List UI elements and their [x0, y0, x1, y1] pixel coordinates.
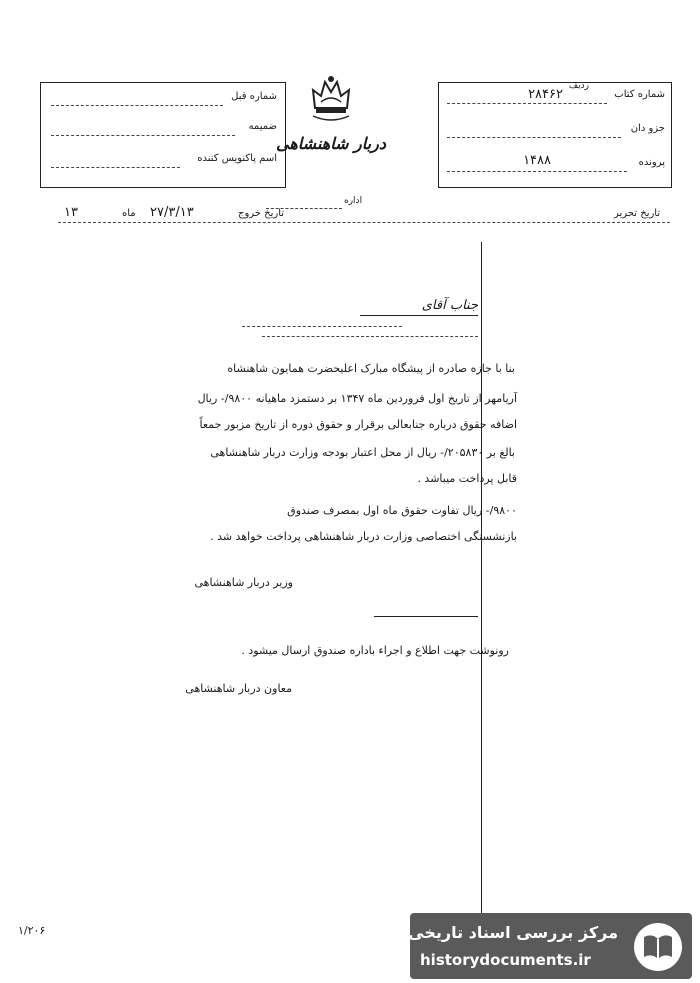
exit-date-label: تاریخ خروج: [238, 208, 285, 219]
body-line-2: آریامهر از تاریخ اول فروردین ماه ۱۳۴۷ بر دستمزد ماهیانه ۹۸۰۰/- ریال: [197, 392, 517, 405]
write-date-label: تاریخ تحریر: [614, 208, 661, 219]
margin-rule: [481, 242, 482, 930]
month-label: ماه: [122, 208, 136, 219]
minister-signature: وزیر دربار شاهنشاهی: [194, 576, 293, 589]
body-line-7: بازنشستگی اختصاصی وزارت دربار شاهنشاهی پرداخت خواهد شد .: [210, 530, 517, 543]
attachment-line: [51, 135, 235, 136]
crown-emblem-icon: [307, 72, 355, 124]
body-line-1: بنا با جازه صادره از پیشگاه مبارک اعلیحضرت همایون شاهنشاه: [227, 362, 515, 375]
deputy-signature: معاون دربار شاهنشاهی: [185, 682, 292, 695]
body-line-4: بالغ بر ۲۰۵۸۳۰/- ریال از محل اعتبار بودجه وزارت دربار شاهنشاهی: [210, 446, 515, 459]
recipient-underline-1: [262, 336, 478, 337]
book-logo-icon: [632, 921, 684, 973]
letter-number-value: ۲۸۴۶۲: [528, 87, 563, 102]
page-number: ۱/۲۰۶: [18, 924, 46, 937]
recipient: جناب آقای: [360, 298, 478, 316]
previous-number-label: شماره قبل: [231, 91, 277, 102]
writer-line: [51, 167, 180, 168]
dossier-line: [447, 171, 627, 172]
emblem-title: دربار شاهنشاهی: [276, 134, 386, 153]
letter-number-line: [447, 103, 607, 104]
right-header-box: [438, 82, 672, 188]
office-label: اداره: [344, 196, 363, 206]
watermark-org-name: مرکز بررسی اسناد تاریخی: [408, 923, 618, 942]
letter-number-label: شماره کتاب: [614, 89, 665, 100]
date-row-line: [58, 222, 670, 223]
file-label: جزو دان: [630, 123, 665, 134]
year-value: ۱۳: [64, 205, 78, 220]
exit-date-value: ۲۷/۳/۱۳: [150, 205, 194, 220]
dossier-label: پرونده: [638, 157, 665, 168]
watermark: [410, 913, 692, 979]
writer-label: اسم پاکنویس کننده: [197, 153, 277, 164]
body-line-6: ۹۸۰۰/- ریال تفاوت حقوق ماه اول بمصرف صندوق: [287, 504, 517, 517]
body-line-3: اضافه حقوق درباره جنابعالی برقرار و حقوق دوره از تاریخ مزبور جمعاً: [199, 418, 517, 431]
cc-separator: [374, 616, 478, 617]
dossier-value: ۱۴۸۸: [523, 153, 551, 168]
watermark-website: historydocuments.ir: [420, 951, 591, 969]
left-header-box: [40, 82, 286, 188]
attachment-label: ضمیمه: [248, 121, 277, 132]
body-line-5: قابل پرداخت میباشد .: [417, 472, 517, 485]
recipient-underline-2: [242, 326, 402, 327]
row-label: ردیف: [568, 81, 589, 91]
previous-number-line: [51, 105, 223, 106]
cc-line: رونوشت جهت اطلاع و اجراء باداره صندوق ارسال میشود .: [241, 644, 509, 657]
file-line: [447, 137, 621, 138]
